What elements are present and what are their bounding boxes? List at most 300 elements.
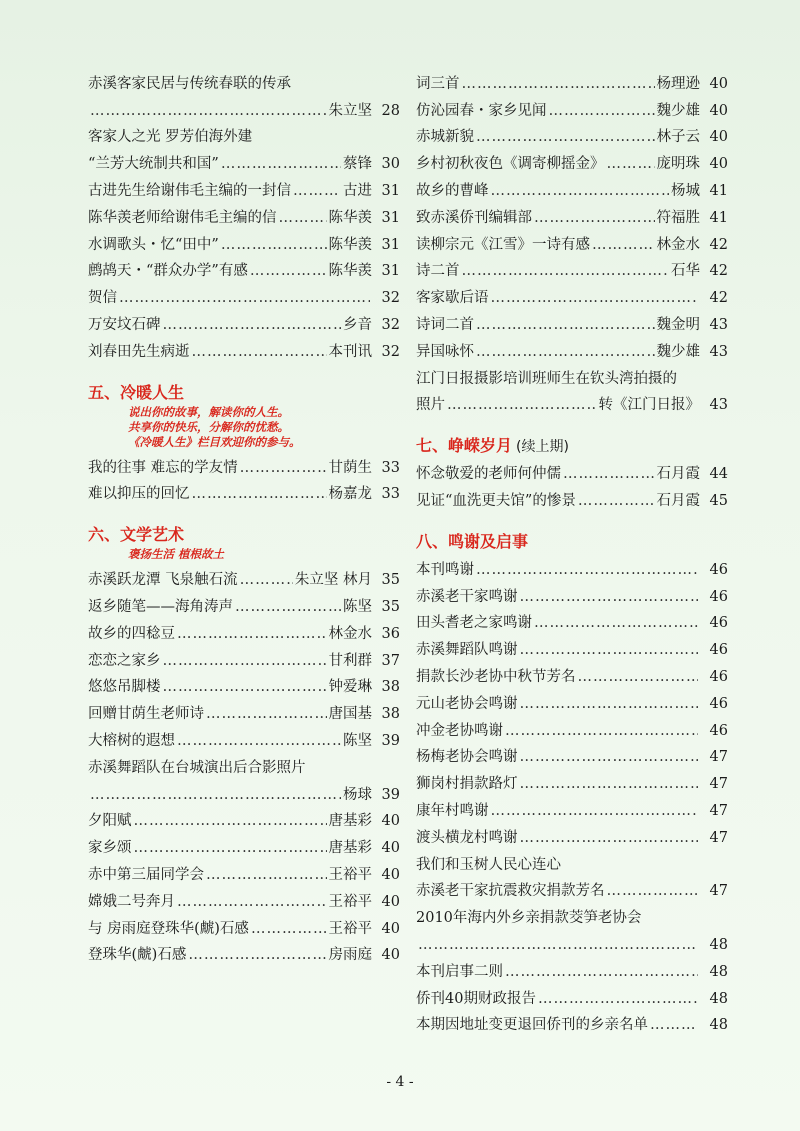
toc-entry	[416, 93, 728, 120]
toc-leader-dots	[505, 722, 698, 740]
toc-entry-page: 46	[709, 722, 728, 739]
toc-entry-line	[416, 483, 728, 510]
toc-entry-author: 石月霞	[656, 466, 700, 483]
toc-entry	[416, 254, 728, 281]
toc-entry-page: 46	[709, 615, 728, 632]
toc-entry-line	[88, 616, 400, 643]
toc-entry-page: 31	[381, 209, 400, 226]
toc-leader-dots	[538, 990, 698, 1008]
toc-entry-page: 44	[709, 466, 728, 483]
toc-entry-page: 48	[709, 936, 728, 953]
toc-entry-line	[416, 93, 728, 120]
toc-leader-dots	[177, 732, 341, 750]
toc-entry-line	[416, 927, 728, 954]
toc-entry-line	[416, 874, 728, 901]
toc-entry-page: 40	[709, 102, 728, 119]
toc-entry-author: 魏少雄	[656, 343, 700, 360]
toc-entry-author: 朱立坚	[328, 102, 372, 119]
toc-entry-page: 31	[381, 236, 400, 253]
toc-entry	[416, 280, 728, 307]
toc-entry-line	[88, 589, 400, 616]
toc-entry	[416, 713, 728, 740]
toc-right-column	[416, 66, 728, 1034]
slogan-line: 褒扬生活 植根故土	[128, 547, 225, 562]
toc-entry-page: 32	[381, 343, 400, 360]
toc-entry-title-line	[88, 120, 400, 147]
toc-entry-title: 田头耆老之家鸣谢	[416, 615, 532, 632]
toc-entry-author: 甘利群	[328, 652, 372, 669]
toc-entry-title: 登珠华(虤)石感	[88, 947, 187, 964]
toc-entry-title: 侨刊40期财政报告	[416, 990, 536, 1007]
toc-entry-author: 林金水	[328, 625, 372, 642]
toc-leader-dots	[607, 882, 699, 900]
toc-entry	[88, 938, 400, 965]
toc-entry-title: 捐款长沙老协中秋节芳名	[416, 668, 576, 685]
toc-entry-line	[88, 777, 400, 804]
toc-leader-dots	[578, 668, 699, 686]
toc-leader-dots	[476, 343, 655, 361]
toc-entry-author: 陈华羡	[328, 263, 372, 280]
toc-entry-line	[416, 579, 728, 606]
toc-entry-line	[88, 200, 400, 227]
toc-leader-dots	[505, 963, 698, 981]
toc-entry-title: 客家歇后语	[416, 290, 489, 307]
toc-entry-page: 40	[381, 813, 400, 830]
toc-entry-line	[88, 254, 400, 281]
toc-entry-author: 杨理逊	[656, 75, 700, 92]
toc-entry-author: 唐国基	[328, 706, 372, 723]
toc-entry-line	[416, 120, 728, 147]
section-slogans	[88, 547, 400, 562]
toc-leader-dots	[188, 946, 326, 964]
toc-entry-page: 39	[381, 732, 400, 749]
toc-entry-page: 47	[709, 802, 728, 819]
toc-entry	[416, 740, 728, 767]
toc-leader-dots	[549, 102, 655, 120]
toc-entry-title: 与 房雨庭登珠华(虤)石感	[88, 920, 249, 937]
toc-leader-dots	[240, 459, 327, 477]
toc-entry-page: 32	[381, 316, 400, 333]
toc-entry-line	[88, 227, 400, 254]
toc-leader-dots	[293, 182, 341, 200]
toc-entry-title: 乡村初秋夜色《调寄柳摇金》	[416, 156, 605, 173]
toc-leader-dots	[520, 695, 699, 713]
toc-entry	[88, 120, 400, 174]
toc-entry-page: 37	[381, 652, 400, 669]
toc-entry-title: “兰芳大统制共和国”	[88, 156, 219, 173]
toc-entry-title: 赤中第三届同学会	[88, 866, 204, 883]
toc-entry-page: 47	[709, 883, 728, 900]
toc-entry	[88, 280, 400, 307]
toc-entry	[88, 723, 400, 750]
toc-entry-title: 故乡的曹峰	[416, 182, 489, 199]
toc-entry-page: 48	[709, 963, 728, 980]
toc-entry-title: 赤城新貌	[416, 129, 474, 146]
toc-leader-dots	[134, 839, 327, 857]
toc-leader-dots	[607, 155, 655, 173]
toc-entry-title: 本期因地址变更退回侨刊的乡亲名单	[416, 1017, 648, 1034]
toc-leader-dots	[476, 316, 655, 334]
toc-leader-dots	[251, 920, 327, 938]
toc-leader-dots	[235, 598, 341, 616]
toc-entry	[88, 750, 400, 804]
toc-entry-line	[416, 713, 728, 740]
toc-entry-title: 古进先生给谢伟毛主编的一封信	[88, 182, 291, 199]
toc-entry	[416, 361, 728, 415]
toc-entry-author: 石月霞	[656, 492, 700, 509]
toc-entry	[416, 606, 728, 633]
toc-entry-title: 本刊鸣谢	[416, 561, 474, 578]
toc-entry	[416, 847, 728, 901]
toc-entry-page: 39	[381, 786, 400, 803]
toc-entry-title: 万安坟石碑	[88, 316, 161, 333]
toc-entry	[88, 589, 400, 616]
toc-entry-line	[416, 66, 728, 93]
toc-entry-author: 杨城	[671, 182, 700, 199]
page-number: - 4 -	[386, 1074, 414, 1090]
toc-entry	[416, 200, 728, 227]
toc-entry-line	[416, 686, 728, 713]
toc-entry-page: 47	[709, 749, 728, 766]
toc-entry	[88, 334, 400, 361]
toc-entry	[416, 456, 728, 483]
toc-entry-page: 30	[381, 156, 400, 173]
toc-entry-line	[416, 954, 728, 981]
toc-entry	[416, 173, 728, 200]
toc-entry-page: 35	[381, 572, 400, 589]
toc-entry-line	[416, 146, 728, 173]
toc-entry-page: 43	[709, 343, 728, 360]
toc-entry-title: 赤溪舞蹈队在台城演出后合影照片	[88, 759, 306, 776]
toc-entry-author: 魏金明	[656, 316, 700, 333]
toc-entry	[416, 334, 728, 361]
toc-entry-title: 杨梅老协会鸣谢	[416, 749, 518, 766]
section-header	[88, 517, 400, 562]
toc-entry-page: 43	[709, 316, 728, 333]
toc-entry-title: 陈华羡老师给谢伟毛主编的信	[88, 209, 277, 226]
toc-leader-dots	[206, 705, 327, 723]
toc-entry-title: 赤溪老干家抗震救灾捐款芳名	[416, 883, 605, 900]
toc-entry-page: 46	[709, 695, 728, 712]
toc-leader-dots	[534, 209, 655, 227]
toc-leader-dots	[119, 289, 370, 307]
toc-entry-line	[88, 146, 400, 173]
toc-entry-page: 38	[381, 679, 400, 696]
toc-entry-line	[88, 804, 400, 831]
toc-entry-line	[88, 450, 400, 477]
toc-entry-title-line	[88, 750, 400, 777]
toc-entry-title: 渡头横龙村鸣谢	[416, 829, 518, 846]
toc-entry-line	[88, 884, 400, 911]
toc-entry-line	[416, 280, 728, 307]
toc-entry	[416, 820, 728, 847]
toc-entry-author: 王裕平	[328, 920, 372, 937]
toc-leader-dots	[163, 652, 327, 670]
toc-leader-dots	[177, 893, 327, 911]
toc-entry	[88, 254, 400, 281]
section-title-text: 八、鸣谢及启事	[416, 531, 529, 551]
toc-entry	[88, 616, 400, 643]
toc-entry-page: 47	[709, 829, 728, 846]
toc-entry-line	[416, 632, 728, 659]
toc-entry-line	[88, 857, 400, 884]
toc-entry-author: 庞明珠	[656, 156, 700, 173]
toc-entry	[416, 981, 728, 1008]
toc-entry-title: 鹧鸪天・“群众办学”有感	[88, 263, 248, 280]
toc-entry-page: 42	[709, 263, 728, 280]
toc-entry-title: 赤溪舞蹈队鸣谢	[416, 642, 518, 659]
toc-entry-page: 41	[709, 182, 728, 199]
toc-entry-title: 仿沁园春・家乡见闻	[416, 102, 547, 119]
toc-entry-title: 词三首	[416, 75, 460, 92]
toc-entry	[416, 954, 728, 981]
toc-left-column	[88, 66, 400, 964]
toc-entry-author: 陈华羡	[328, 236, 372, 253]
toc-entry-author: 石华	[671, 263, 700, 280]
toc-entry-page: 36	[381, 625, 400, 642]
toc-entry-page: 33	[381, 486, 400, 503]
toc-leader-dots	[192, 343, 327, 361]
toc-entry	[88, 227, 400, 254]
toc-entry-line	[88, 477, 400, 504]
toc-entry-title-line	[416, 361, 728, 388]
toc-entry-line	[416, 307, 728, 334]
toc-entry-page: 40	[709, 129, 728, 146]
section-title-text: 五、冷暖人生	[88, 382, 185, 402]
toc-entry-title: 读柳宗元《江雪》一诗有感	[416, 236, 590, 253]
toc-entry-title: 难以抑压的回忆	[88, 486, 190, 503]
toc-entry-line	[88, 562, 400, 589]
toc-entry-line	[416, 173, 728, 200]
toc-entry-author: 王裕平	[328, 866, 372, 883]
toc-entry	[88, 562, 400, 589]
toc-entry-title: 冲金老协鸣谢	[416, 722, 503, 739]
toc-entry-page: 40	[381, 840, 400, 857]
toc-leader-dots	[491, 289, 699, 307]
toc-entry-author: 王裕平	[328, 893, 372, 910]
toc-entry-author: 房雨庭	[328, 947, 372, 964]
toc-leader-dots	[90, 102, 327, 120]
toc-entry-line	[88, 911, 400, 938]
toc-entry	[416, 686, 728, 713]
toc-entry-author: 唐基彩	[328, 840, 372, 857]
toc-entry-page: 32	[381, 290, 400, 307]
section-title	[416, 428, 728, 456]
toc-entry	[416, 483, 728, 510]
toc-entry-page: 40	[709, 156, 728, 173]
toc-leader-dots	[520, 829, 699, 847]
toc-entry-page: 31	[381, 182, 400, 199]
toc-entry-line	[88, 280, 400, 307]
toc-entry-line	[416, 227, 728, 254]
toc-entry-line	[88, 830, 400, 857]
toc-entry	[88, 307, 400, 334]
toc-leader-dots	[240, 571, 293, 589]
section-header	[416, 428, 728, 456]
toc-entry-page: 33	[381, 459, 400, 476]
toc-entry-line	[416, 254, 728, 281]
toc-entry-page: 46	[709, 668, 728, 685]
toc-entry-title: 异国咏怀	[416, 343, 474, 360]
toc-entry-title: 水调歌头・忆“田中”	[88, 236, 219, 253]
toc-entry-page: 41	[709, 209, 728, 226]
toc-entry-page: 35	[381, 598, 400, 615]
toc-entry-line	[416, 606, 728, 633]
toc-entry	[88, 670, 400, 697]
toc-leader-dots	[520, 775, 699, 793]
toc-entry	[88, 173, 400, 200]
toc-entry-title: 致赤溪侨刊编辑部	[416, 209, 532, 226]
toc-entry	[416, 900, 728, 954]
toc-entry-author: 朱立坚 林月	[294, 572, 372, 589]
toc-entry-title: 见证“血洗更夫馆”的惨景	[416, 492, 576, 509]
toc-entry-author: 钟爱琳	[328, 679, 372, 696]
section-title	[416, 524, 728, 552]
toc-entry-line	[88, 307, 400, 334]
slogan-line: 说出你的故事，解读你的人生。	[128, 404, 289, 419]
toc-leader-dots	[447, 396, 597, 414]
toc-entry-title: 赤溪跃龙潭 飞泉触石流	[88, 572, 238, 589]
toc-entry-author: 陈坚	[343, 598, 372, 615]
toc-entry-line	[88, 696, 400, 723]
toc-entry	[416, 1008, 728, 1035]
toc-leader-dots	[476, 128, 655, 146]
section-header	[88, 375, 400, 450]
toc-leader-dots	[134, 812, 327, 830]
toc-leader-dots	[206, 866, 327, 884]
toc-entry-author: 杨嘉龙	[328, 486, 372, 503]
toc-entry-author: 转《江门日报》	[598, 397, 700, 414]
toc-entry-author: 杨球	[343, 786, 372, 803]
toc-entry-title: 江门日报摄影培训班师生在钦头湾拍摄的	[416, 370, 677, 387]
toc-leader-dots	[650, 1016, 698, 1034]
toc-entry	[416, 307, 728, 334]
toc-entry-author: 魏少雄	[656, 102, 700, 119]
toc-entry-page: 46	[709, 642, 728, 659]
toc-entry-line	[416, 1008, 728, 1035]
toc-entry-line	[416, 793, 728, 820]
toc-leader-dots	[279, 209, 327, 227]
toc-leader-dots	[418, 936, 698, 954]
toc-entry-page: 46	[709, 561, 728, 578]
toc-entry	[416, 632, 728, 659]
toc-entry-author: 乡音	[343, 316, 372, 333]
toc-entry-line	[416, 334, 728, 361]
toc-entry-title: 2010年海内外乡亲捐款茭笋老协会	[416, 910, 642, 927]
toc-entry-line	[416, 820, 728, 847]
toc-entry-title: 故乡的四稔豆	[88, 625, 175, 642]
toc-entry-line	[416, 388, 728, 415]
toc-entry	[88, 696, 400, 723]
toc-entry-title: 大榕树的遐想	[88, 732, 175, 749]
toc-leader-dots	[163, 316, 342, 334]
toc-entry-line	[88, 334, 400, 361]
toc-leader-dots	[520, 588, 699, 606]
toc-entry-title: 恋恋之家乡	[88, 652, 161, 669]
toc-entry-line	[416, 766, 728, 793]
toc-entry-title: 怀念敬爱的老师何仲儒	[416, 466, 561, 483]
toc-entry-title: 刘春田先生病逝	[88, 343, 190, 360]
toc-entry-page: 40	[381, 866, 400, 883]
toc-entry	[416, 793, 728, 820]
toc-entry-title: 诗词二首	[416, 316, 474, 333]
toc-leader-dots	[491, 802, 699, 820]
toc-entry	[416, 120, 728, 147]
toc-entry	[416, 659, 728, 686]
toc-entry	[88, 66, 400, 120]
toc-entry-page: 47	[709, 776, 728, 793]
toc-entry-page: 31	[381, 263, 400, 280]
toc-entry-line	[88, 938, 400, 965]
toc-entry-author: 古进	[343, 182, 372, 199]
toc-leader-dots	[221, 155, 341, 173]
toc-entry	[416, 579, 728, 606]
toc-leader-dots	[563, 465, 655, 483]
section-title	[88, 517, 400, 545]
toc-entry-page: 42	[709, 236, 728, 253]
toc-entry	[88, 477, 400, 504]
toc-entry-page: 38	[381, 706, 400, 723]
toc-entry-author: 陈华羡	[328, 209, 372, 226]
section-title-text: 七、峥嵘岁月	[416, 436, 513, 456]
toc-entry	[88, 450, 400, 477]
toc-entry-page: 48	[709, 1017, 728, 1034]
toc-entry-page: 40	[709, 75, 728, 92]
toc-leader-dots	[578, 492, 655, 510]
toc-entry-title: 回赠甘荫生老师诗	[88, 706, 204, 723]
toc-entry	[88, 884, 400, 911]
toc-entry	[416, 766, 728, 793]
toc-entry-title: 家乡颂	[88, 840, 132, 857]
toc-leader-dots	[520, 748, 699, 766]
toc-entry-title: 我们和玉树人民心连心	[416, 856, 561, 873]
toc-entry-page: 48	[709, 990, 728, 1007]
section-title-note: (续上期)	[516, 439, 569, 456]
toc-entry-page: 40	[381, 920, 400, 937]
toc-entry-line	[88, 643, 400, 670]
toc-entry-line	[416, 200, 728, 227]
toc-leader-dots	[163, 678, 327, 696]
toc-entry-line	[88, 670, 400, 697]
toc-leader-dots	[250, 262, 327, 280]
toc-entry-line	[88, 173, 400, 200]
toc-entry-page: 40	[381, 947, 400, 964]
toc-entry	[88, 200, 400, 227]
toc-entry-page: 45	[709, 492, 728, 509]
toc-entry-author: 本刊讯	[328, 343, 372, 360]
toc-entry-title: 照片	[416, 397, 445, 414]
toc-leader-dots	[177, 625, 327, 643]
toc-leader-dots	[491, 182, 670, 200]
toc-entry	[416, 552, 728, 579]
toc-entry-title-line	[88, 66, 400, 93]
toc-entry-title: 贺信	[88, 290, 117, 307]
toc-entry	[88, 804, 400, 831]
toc-entry-page: 43	[709, 397, 728, 414]
toc-leader-dots	[192, 485, 327, 503]
toc-entry-author: 符福胜	[656, 209, 700, 226]
toc-leader-dots	[520, 641, 699, 659]
toc-entry-page: 46	[709, 588, 728, 605]
toc-entry-title: 悠悠吊脚楼	[88, 679, 161, 696]
section-title	[88, 375, 400, 403]
toc-leader-dots	[534, 614, 698, 632]
toc-entry-title: 赤溪客家民居与传统春联的传承	[88, 75, 291, 92]
toc-entry-line	[416, 740, 728, 767]
toc-entry-page: 28	[381, 102, 400, 119]
toc-entry	[88, 643, 400, 670]
toc-entry-title: 本刊启事二则	[416, 963, 503, 980]
